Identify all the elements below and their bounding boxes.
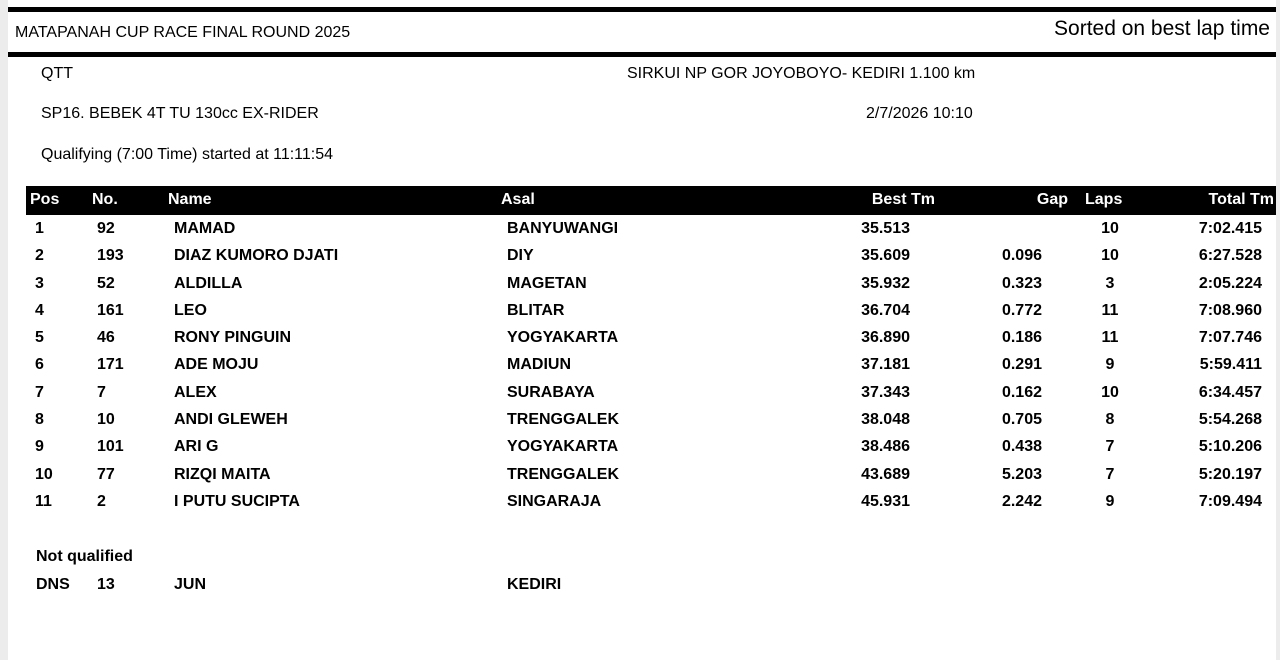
col-header-name: Name [168,191,212,208]
cell-gap: 0.186 [1001,329,1042,347]
table-row [8,300,1276,327]
cell-asal: SINGARAJA [507,492,602,510]
cell-best-tm: 38.048 [861,411,910,429]
col-header-gap: Gap [1036,191,1068,208]
sort-note: Sorted on best lap time [1054,17,1270,40]
cell-name: ADE MOJU [174,356,259,374]
cell-no: 171 [97,356,124,374]
cell-total-tm: 7:08.960 [1198,301,1262,319]
cell-total-tm: 6:34.457 [1198,383,1262,401]
col-header-no: No. [92,191,118,208]
cell-best-tm: 36.704 [861,301,910,319]
cell-laps: 9 [1105,356,1115,374]
cell-asal: TRENGGALEK [507,411,619,429]
cell-no: 161 [97,301,124,319]
cell-total-tm: 2:05.224 [1198,274,1262,292]
results-page [8,0,1276,660]
cell-name: ANDI GLEWEH [174,411,288,429]
cell-gap: 2.242 [1001,492,1042,510]
circuit-info: SIRKUI NP GOR JOYOBOYO- KEDIRI 1.100 km [627,65,976,82]
cell-best-tm: 37.181 [861,356,910,374]
cell-best-tm: 38.486 [861,438,910,456]
cell-best-tm: 45.931 [861,492,910,510]
results-table-body [8,218,1276,518]
cell-name: DIAZ KUMORO DJATI [174,247,339,265]
table-row [8,327,1276,354]
cell-best-tm: 43.689 [861,465,910,483]
table-row [8,409,1276,436]
cell-laps: 10 [1101,383,1119,401]
table-row [8,354,1276,381]
cell-asal: DIY [507,247,534,265]
cell-pos: 11 [35,492,52,510]
cell-name: RIZQI MAITA [174,465,271,483]
cell-pos: 9 [35,438,44,456]
cell-no: 13 [97,576,115,593]
col-header-best-tm: Best Tm [871,191,935,208]
cell-pos: 5 [35,329,44,347]
cell-total-tm: 7:02.415 [1198,220,1262,237]
cell-asal: BLITAR [507,301,565,319]
cell-best-tm: 35.513 [861,220,910,237]
cell-pos: 2 [35,247,44,265]
cell-best-tm: 35.932 [861,274,910,292]
event-title: MATAPANAH CUP RACE FINAL ROUND 2025 [15,24,351,41]
cell-name: ALEX [174,383,217,401]
cell-pos: 10 [35,465,53,483]
cell-gap: 0.772 [1001,301,1042,319]
cell-no: 193 [97,247,124,265]
not-qualified-title: Not qualified [36,548,133,565]
cell-pos: 6 [35,356,44,374]
cell-asal: TRENGGALEK [507,465,619,483]
cell-asal: MADIUN [507,356,571,374]
table-row [8,245,1276,272]
cell-asal: YOGYAKARTA [507,438,619,456]
header-divider [8,52,1276,57]
table-row [8,382,1276,409]
cell-name: ALDILLA [174,274,243,292]
cell-gap: 0.323 [1001,274,1042,292]
cell-laps: 8 [1105,411,1115,429]
cell-total-tm: 7:09.494 [1198,492,1262,510]
cell-laps: 9 [1105,492,1115,510]
not-qualified-row [8,575,1276,602]
cell-name: MAMAD [174,220,236,237]
cell-no: 101 [97,438,124,456]
col-header-asal: Asal [501,191,535,208]
cell-laps: 10 [1101,247,1119,265]
col-header-laps: Laps [1085,191,1123,208]
cell-pos: 1 [35,220,44,237]
top-divider [8,7,1276,12]
cell-no: 77 [97,465,115,483]
cell-asal: MAGETAN [507,274,587,292]
cell-pos: 4 [35,301,44,319]
cell-no: 52 [97,274,115,292]
cell-gap: 0.438 [1001,438,1042,456]
cell-laps: 3 [1105,274,1115,292]
cell-laps: 7 [1105,465,1115,483]
cell-best-tm: 35.609 [861,247,910,265]
col-header-total-tm: Total Tm [1208,191,1274,208]
cell-laps: 7 [1105,438,1115,456]
date-time: 2/7/2026 10:10 [866,105,973,122]
cell-total-tm: 5:10.206 [1198,438,1262,456]
cell-no: 10 [97,411,115,429]
cell-asal: YOGYAKARTA [507,329,619,347]
cell-name: JUN [174,576,207,593]
session-type: QTT [41,65,73,82]
cell-name: RONY PINGUIN [174,329,292,347]
cell-asal: BANYUWANGI [507,220,619,237]
qualifying-info: Qualifying (7:00 Time) started at 11:11:54 [41,146,334,163]
table-row [8,464,1276,491]
cell-total-tm: 6:27.528 [1198,247,1262,265]
race-class: SP16. BEBEK 4T TU 130cc EX-RIDER [41,105,319,122]
cell-gap: 0.162 [1001,383,1042,401]
cell-total-tm: 5:59.411 [1199,356,1262,374]
cell-no: 7 [97,383,106,401]
table-row [8,436,1276,463]
cell-total-tm: 5:20.197 [1198,465,1262,483]
cell-no: 92 [97,220,115,237]
col-header-pos: Pos [30,191,60,208]
cell-asal: SURABAYA [507,383,595,401]
table-row [8,218,1276,245]
cell-laps: 11 [1101,301,1119,319]
cell-pos: 7 [35,383,44,401]
cell-total-tm: 5:54.268 [1198,411,1262,429]
cell-gap: 0.291 [1001,356,1042,374]
cell-name: ARI G [174,438,219,456]
cell-best-tm: 36.890 [861,329,910,347]
cell-laps: 11 [1101,329,1119,347]
cell-name: I PUTU SUCIPTA [174,492,300,510]
cell-pos: DNS [36,576,70,593]
cell-gap: 0.096 [1001,247,1042,265]
cell-best-tm: 37.343 [861,383,910,401]
table-row [8,491,1276,518]
cell-pos: 8 [35,411,44,429]
cell-total-tm: 7:07.746 [1198,329,1262,347]
results-table-header [26,186,1276,215]
cell-asal: KEDIRI [507,576,562,593]
cell-gap: 0.705 [1001,411,1042,429]
cell-gap: 5.203 [1001,465,1042,483]
cell-laps: 10 [1101,220,1119,237]
cell-pos: 3 [35,274,44,292]
cell-no: 2 [97,492,106,510]
cell-no: 46 [97,329,115,347]
cell-name: LEO [174,301,207,319]
table-row [8,273,1276,300]
